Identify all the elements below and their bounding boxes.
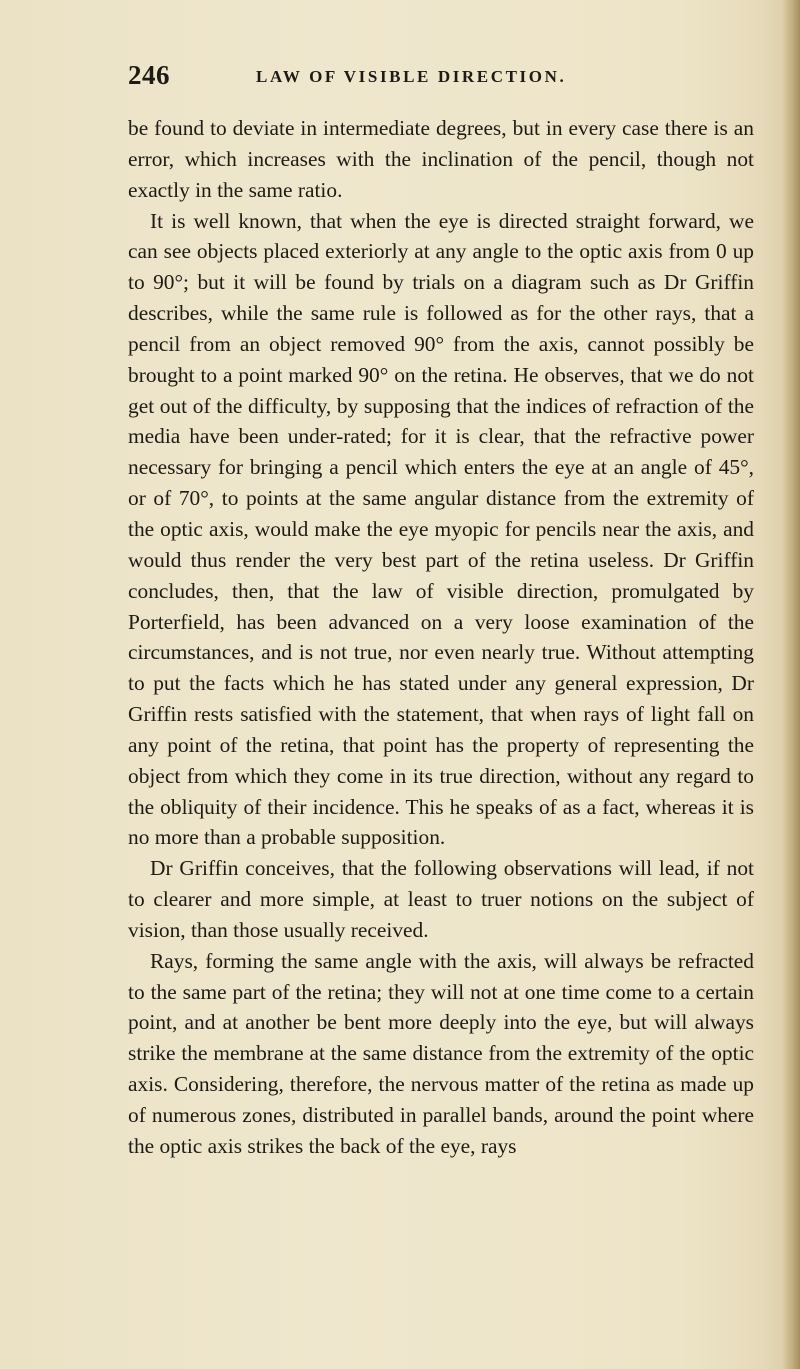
paragraph-continuation: be found to deviate in intermediate degrees, but in every case there is an error, which increases with the inclination of the pencil, though not exactly in the same ratio. [128, 116, 754, 202]
paragraph: Rays, forming the same angle with the axis, will always be refracted to the same part of the retina; they will not at one time come to a certain point, and at another be bent more deeply into the eye, but will always strike the membrane at the same distance from the extremity of the optic axis. Considering, therefore, the nervous matter of the retina as made up of numerous zones, distributed in parallel bands, around the point where the optic axis strikes the back of the eye, rays [128, 948, 754, 1158]
page-header [128, 60, 778, 100]
paragraph: It is well known, that when the eye is directed straight forward, we can see objects placed exteriorly at any angle to the optic axis from 0 up to 90°; but it will be found by trials on a diagram such as Dr Griffin describes, while the same rule is followed as for the other rays, that a pencil from an object removed 90° from the axis, cannot possibly be brought to a point marked 90° on the retina. He observes, that we do not get out of the difficulty, by supposing that the indices of refraction of the media have been under-rated; for it is clear, that the refractive power necessary for bringing a pencil which enters the eye at an angle of 45°, or of 70°, to points at the same angular distance from the extremity of the optic axis, would make the eye myopic for pencils near the axis, and would thus render the very best part of the retina useless. Dr Griffin concludes, then, that the law of visible direction, promulgated by Porterfield, has been advanced on a very loose examination of the circumstances, and is not true, nor even nearly true. Without attempting to put the facts which he has stated under any general expression, Dr Griffin rests satisfied with the statement, that when rays of light fall on any point of the retina, that point has the property of representing the object from which they come in its true direction, without any regard to the obliquity of their incidence. This he speaks of as a fact, whereas it is no more than a probable supposition. [128, 208, 754, 850]
running-title: LAW OF VISIBLE DIRECTION. [256, 67, 567, 86]
page-number: 246 [128, 60, 170, 90]
page-edge-shadow [782, 0, 800, 1369]
body-text [128, 113, 754, 1162]
paragraph: Dr Griffin conceives, that the following observations will lead, if not to clearer and more simple, at least to truer notions on the subject of vision, than those usually received. [128, 856, 754, 942]
